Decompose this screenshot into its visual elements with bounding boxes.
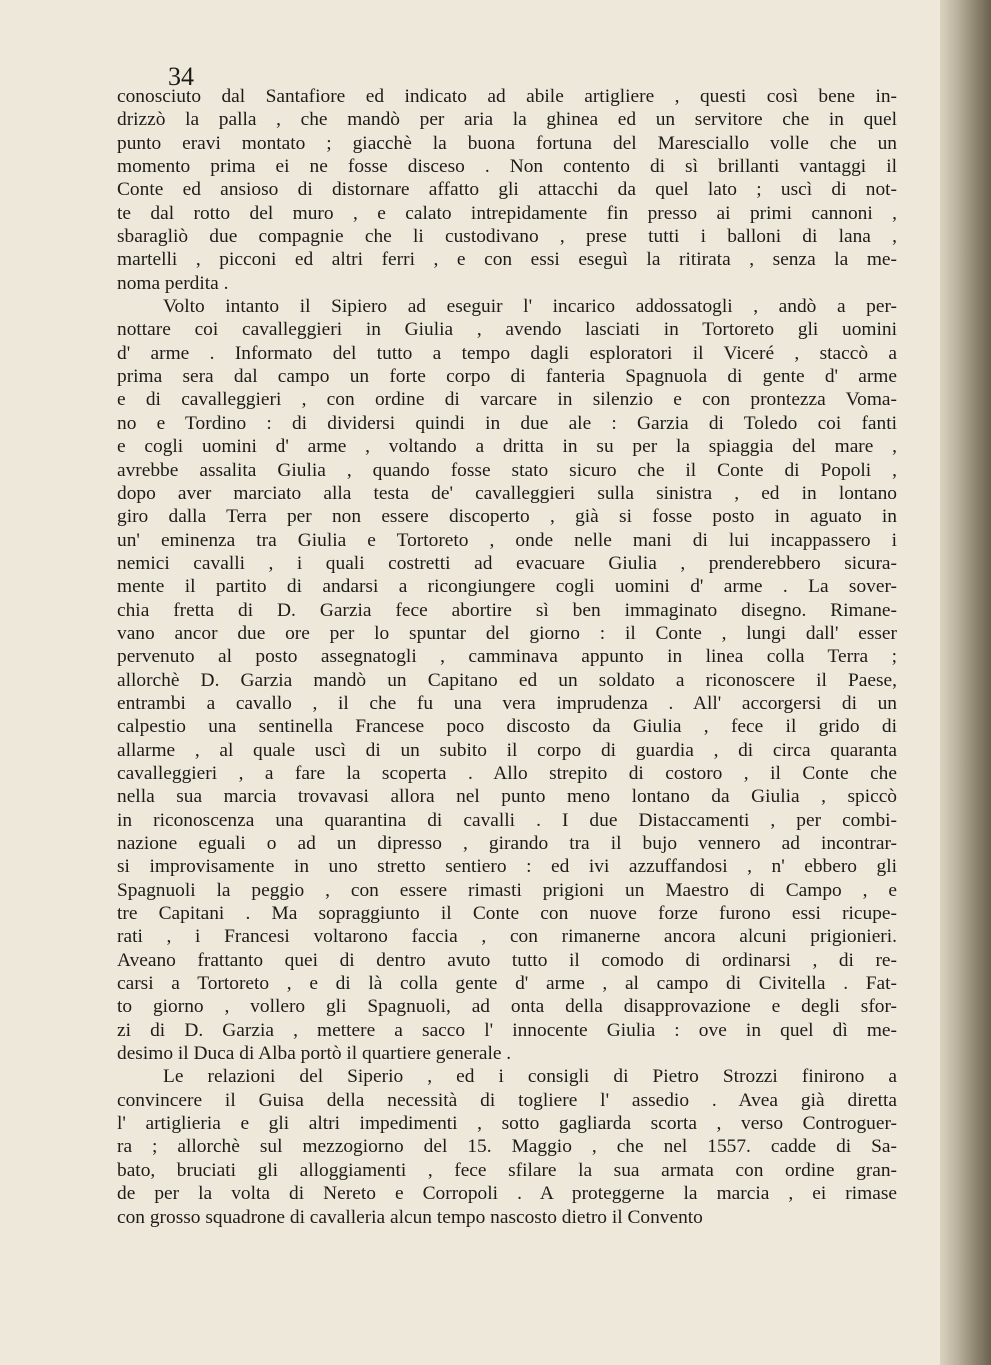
text-line: dopo aver marciato alla testa de' cavalleggieri sulla sinistra , ed in lontano — [117, 482, 897, 504]
text-line: no e Tordino : di dividersi quindi in due ale : Garzia di Toledo coi fanti — [117, 412, 897, 434]
page-edge-shadow — [940, 0, 991, 1365]
page-number: 34 — [168, 62, 194, 91]
text-line: Aveano frattanto quei di dentro avuto tutto il comodo di ordinarsi , di re- — [117, 949, 897, 971]
text-line: nemici cavalli , i quali costretti ad evacuare Giulia , prenderebbero sicura- — [117, 552, 897, 574]
text-line: pervenuto al posto assegnatogli , camminava appunto in linea colla Terra ; — [117, 646, 897, 668]
text-line: de per la volta di Nereto e Corropoli . A proteggerne la marcia , ei rimase — [117, 1183, 897, 1205]
text-line: Conte ed ansioso di distornare affatto gli attacchi da quel lato ; uscì di not- — [117, 179, 897, 201]
text-line: vano ancor due ore per lo spuntar del giorno : il Conte , lungi dall' esser — [117, 622, 897, 644]
text-line: convincere il Guisa della necessità di togliere l' assedio . Avea già diretta — [117, 1089, 897, 1111]
text-line: drizzò la palla , che mandò per aria la ghinea ed un servitore che in quel — [117, 109, 897, 131]
text-line: giro dalla Terra per non essere discoperto , già si fosse posto in aguato in — [117, 506, 897, 528]
text-line: momento prima ei ne fosse disceso . Non contento di sì brillanti vantaggi il — [117, 156, 897, 178]
text-line: con grosso squadrone di cavalleria alcun tempo nascosto dietro il Convento — [117, 1206, 703, 1228]
text-line: mente il partito di andarsi a ricongiungere cogli uomini d' arme . La sover- — [117, 576, 897, 598]
text-line: Spagnuoli la peggio , con essere rimasti prigioni un Maestro di Campo , e — [117, 879, 897, 901]
text-line: nottare coi cavalleggieri in Giulia , avendo lasciati in Tortoreto gli uomini — [117, 319, 897, 341]
text-line: cavalleggieri , a fare la scoperta . Allo strepito di costoro , il Conte che — [117, 762, 897, 784]
text-line: zi di D. Garzia , mettere a sacco l' innocente Giulia : ove in quel dì me- — [117, 1019, 897, 1041]
text-line: punto eravi montato ; giacchè la buona fortuna del Maresciallo volle che un — [117, 132, 897, 154]
text-line: ra ; allorchè sul mezzogiorno del 15. Maggio , che nel 1557. cadde di Sa- — [117, 1136, 897, 1158]
text-line: nella sua marcia trovavasi allora nel punto meno lontano da Giulia , spiccò — [117, 786, 897, 808]
text-line: allarme , al quale uscì di un subito il corpo di guardia , di circa quaranta — [117, 739, 897, 761]
text-line: to giorno , vollero gli Spagnuoli, ad onta della disapprovazione e degli sfor- — [117, 996, 897, 1018]
text-line: tre Capitani . Ma sopraggiunto il Conte con nuove forze furono essi ricupe- — [117, 903, 897, 925]
text-line: Volto intanto il Sipiero ad eseguir l' incarico addossatogli , andò a per- — [163, 296, 897, 318]
body-text — [117, 85, 897, 1229]
text-line: noma perdita . — [117, 272, 229, 294]
text-line: e cogli uomini d' arme , voltando a dritta in su per la spiaggia del mare , — [117, 436, 897, 458]
text-line: rati , i Francesi voltarono faccia , con rimanerne ancora alcuni prigionieri. — [117, 926, 897, 948]
text-line: un' eminenza tra Giulia e Tortoreto , onde nelle mani di lui incappassero i — [117, 529, 897, 551]
text-line: conosciuto dal Santafiore ed indicato ad abile artigliere , questi così bene in- — [117, 86, 897, 107]
text-line: allorchè D. Garzia mandò un Capitano ed un soldato a riconoscere il Paese, — [117, 669, 897, 691]
text-line: nazione eguali o ad un dipresso , girando tra il bujo vennero ad incontrar- — [117, 833, 897, 854]
text-line: sbaragliò due compagnie che li custodivano , prese tutti i balloni di lana , — [117, 226, 897, 248]
text-line: Le relazioni del Siperio , ed i consigli di Pietro Strozzi finirono a — [163, 1066, 897, 1088]
text-line: chia fretta di D. Garzia fece abortire sì ben immaginato disegno. Rimane- — [117, 599, 897, 621]
text-line: te dal rotto del muro , e calato intrepidamente fin presso ai primi cannoni , — [117, 202, 897, 224]
text-line: desimo il Duca di Alba portò il quartiere generale . — [117, 1043, 512, 1065]
text-line: martelli , picconi ed altri ferri , e con essi eseguì la ritirata , senza la me- — [117, 249, 897, 271]
text-line: in riconoscenza una quarantina di cavalli . I due Distaccamenti , per combi- — [117, 809, 897, 831]
text-line: l' artiglieria e gli altri impedimenti , sotto gagliarda scorta , verso Controguer- — [117, 1113, 897, 1135]
text-line: d' arme . Informato del tutto a tempo dagli esploratori il Viceré , staccò a — [117, 342, 897, 364]
text-line: e di cavalleggieri , con ordine di varcare in silenzio e con prontezza Voma- — [117, 389, 897, 411]
text-line: prima sera dal campo un forte corpo di fanteria Spagnuola di gente d' arme — [117, 366, 897, 388]
text-line: si improvisamente in uno stretto sentiero : ed ivi azzuffandosi , n' ebbero gli — [117, 856, 897, 878]
text-line: calpestio una sentinella Francese poco discosto da Giulia , fece il grido di — [117, 716, 897, 738]
text-line: entrambi a cavallo , il che fu una vera imprudenza . All' accorgersi di un — [117, 692, 897, 714]
text-line: carsi a Tortoreto , e di là colla gente d' arme , al campo di Civitella . Fat- — [117, 973, 897, 995]
text-line: bato, bruciati gli alloggiamenti , fece sfilare la sua armata con ordine gran- — [117, 1159, 897, 1181]
text-line: avrebbe assalita Giulia , quando fosse stato sicuro che il Conte di Popoli , — [117, 459, 897, 481]
